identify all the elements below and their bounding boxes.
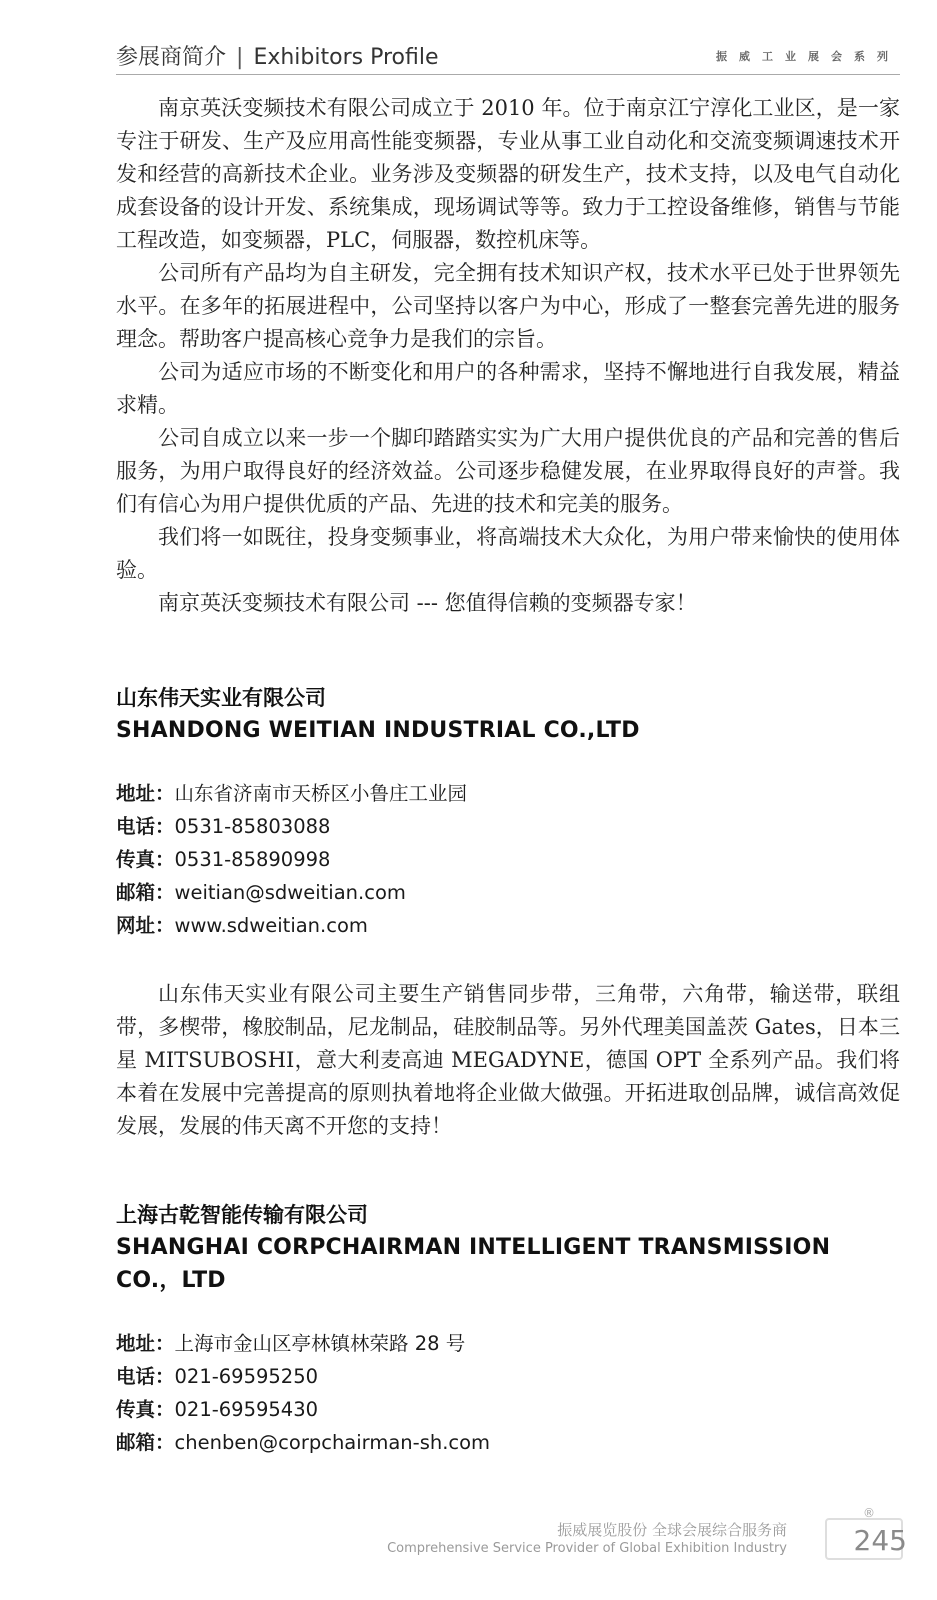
contact-label: 电话： <box>116 1365 175 1388</box>
contact-label: 地址： <box>116 1332 175 1355</box>
contact-email <box>116 1426 900 1459</box>
company-corpchairman <box>116 1199 900 1459</box>
intro-paragraph: 公司所有产品均为自主研发，完全拥有技术知识产权，技术水平已处于世界领先水平。在多年的拓展进程中，公司坚持以客户为中心，形成了一整套完善先进的服务理念。帮助客户提高核心竞争力是我们的宗旨。 <box>116 261 900 351</box>
header-separator: | <box>236 45 244 70</box>
company-description: 山东伟天实业有限公司主要生产销售同步带，三角带，六角带，输送带，联组带，多楔带，橡胶制品，尼龙制品，硅胶制品等。另外代理美国盖茨 Gates，日本三星 MITSUBOSHI，意大利麦高迪 MEGADYNE，德国 OPT 全系列产品。我们将本着在发展中完善提高的原则执着地将企业做大做强。开拓进取创品牌，诚信高效促发展，发展的伟天离不开您的支持！ <box>116 982 900 1138</box>
contact-label: 传真： <box>116 848 175 871</box>
contact-label: 电话： <box>116 815 175 838</box>
contact-label: 邮箱： <box>116 1431 175 1454</box>
section-title-en: Exhibitors Profile <box>253 45 439 70</box>
contact-fax <box>116 843 900 876</box>
intro-paragraph: 南京英沃变频技术有限公司 --- 您值得信赖的变频器专家！ <box>158 591 697 615</box>
intro-section <box>116 92 900 620</box>
header-divider <box>116 74 900 75</box>
company-name-en: SHANDONG WEITIAN INDUSTRIAL CO.,LTD <box>116 718 640 743</box>
contact-value[interactable]: www.sdweitian.com <box>174 914 368 937</box>
contact-label: 地址： <box>116 782 175 805</box>
contact-value[interactable]: weitian@sdweitian.com <box>174 881 406 904</box>
contact-label: 网址： <box>116 914 175 937</box>
contact-list <box>116 777 900 942</box>
contact-phone <box>116 1360 900 1393</box>
intro-paragraph: 南京英沃变频技术有限公司成立于 2010 年。位于南京江宁淳化工业区，是一家专注于研发、生产及应用高性能变频器，专业从事工业自动化和交流变频调速技术开发和经营的高新技术企业。业务涉及变频器的研发生产，技术支持，以及电气自动化成套设备的设计开发、系统集成，现场调试等等。致力于工控设备维修，销售与节能工程改造，如变频器，PLC，伺服器，数控机床等。 <box>116 96 900 252</box>
contact-value: 上海市金山区亭林镇林荣路 28 号 <box>174 1332 466 1355</box>
contact-list <box>116 1327 900 1459</box>
footer-slogan-en: Comprehensive Service Provider of Global Exhibition Industry <box>387 1541 787 1556</box>
registered-mark: ® <box>863 1506 875 1520</box>
contact-phone <box>116 810 900 843</box>
company-weitian <box>116 682 900 1143</box>
contact-value: 0531-85890998 <box>174 848 331 871</box>
header-section-title <box>116 40 438 71</box>
intro-paragraph: 我们将一如既往，投身变频事业，将高端技术大众化，为用户带来愉快的使用体验。 <box>116 525 900 582</box>
contact-value[interactable]: chenben@corpchairman-sh.com <box>174 1431 491 1454</box>
contact-website <box>116 909 900 942</box>
contact-label: 传真： <box>116 1398 175 1421</box>
company-name-cn: 上海古乾智能传输有限公司 <box>116 1203 368 1227</box>
contact-value: 021-69595250 <box>174 1365 319 1388</box>
contact-address <box>116 1327 900 1360</box>
contact-address <box>116 777 900 810</box>
page-header <box>116 40 900 72</box>
page-content <box>116 92 900 1459</box>
contact-email <box>116 876 900 909</box>
footer-slogan-cn: 振威展览股份 全球会展综合服务商 <box>557 1521 787 1539</box>
intro-paragraph: 公司自成立以来一步一个脚印踏踏实实为广大用户提供优良的产品和完善的售后服务，为用户取得良好的经济效益。公司逐步稳健发展，在业界取得良好的声誉。我们有信心为用户提供优质的产品、先进的技术和完美的服务。 <box>116 426 900 516</box>
contact-label: 邮箱： <box>116 881 175 904</box>
section-title-cn: 参展商简介 <box>116 45 227 70</box>
contact-value: 0531-85803088 <box>174 815 331 838</box>
company-name-cn: 山东伟天实业有限公司 <box>116 686 326 710</box>
company-name-en: SHANGHAI CORPCHAIRMAN INTELLIGENT TRANSMISSION CO.，LTD <box>116 1235 831 1293</box>
page-footer <box>387 1520 877 1558</box>
contact-value: 山东省济南市天桥区小鲁庄工业园 <box>174 782 468 805</box>
contact-value: 021-69595430 <box>174 1398 319 1421</box>
page-number: 245 <box>853 1524 907 1557</box>
intro-paragraph: 公司为适应市场的不断变化和用户的各种需求，坚持不懈地进行自我发展，精益求精。 <box>116 360 900 417</box>
header-series-label: 振威工业展会系列 <box>716 50 900 63</box>
contact-fax <box>116 1393 900 1426</box>
